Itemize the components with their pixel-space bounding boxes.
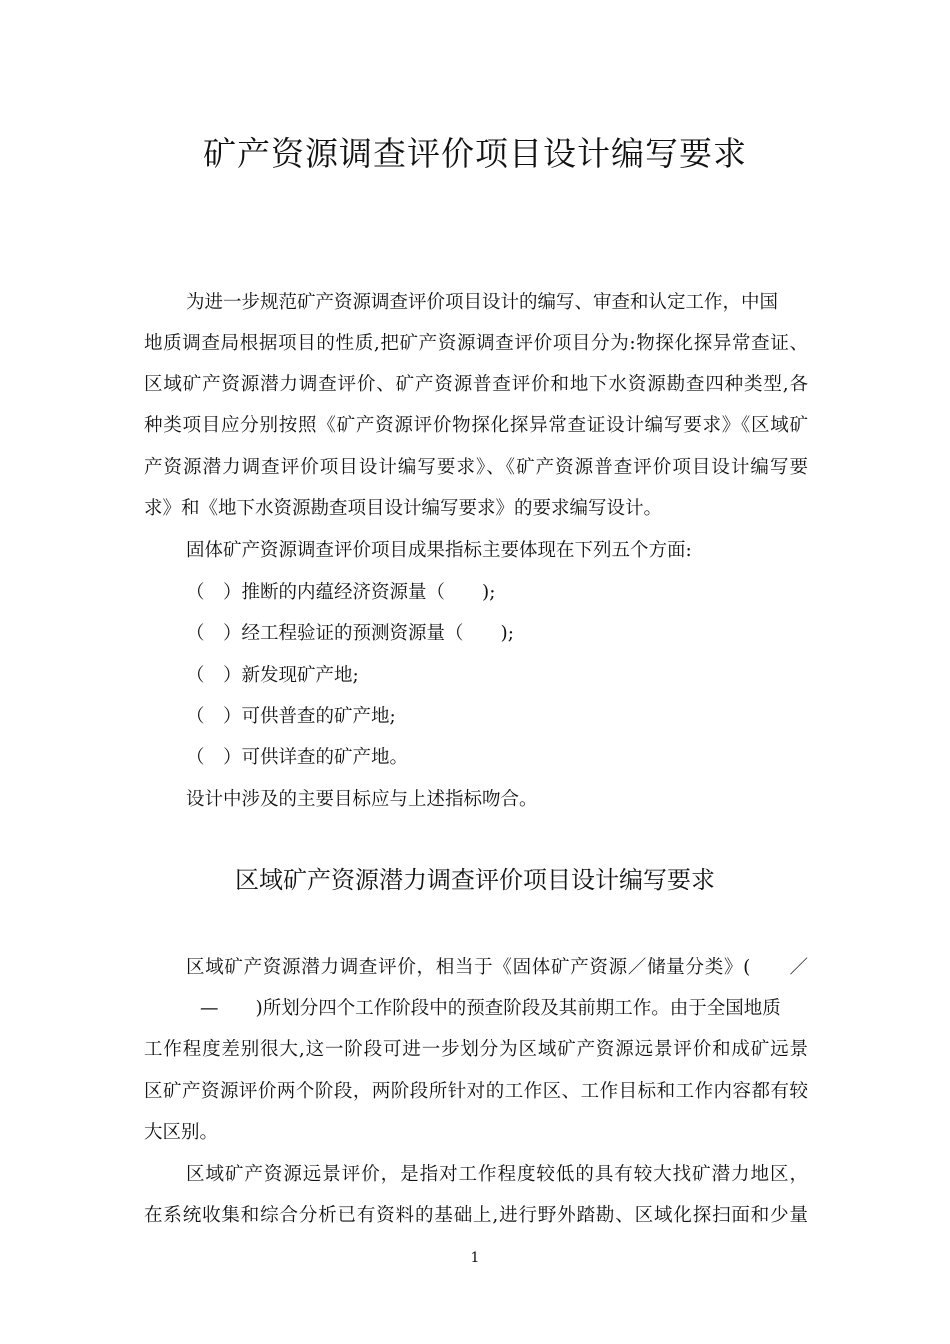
intro-closing: 设计中涉及的主要目标应与上述指标吻合。 — [186, 789, 538, 810]
intro-line: 区域矿产资源潜力调查评价、矿产资源普查评价和地下水资源勘查四种类型,各 — [144, 374, 808, 395]
intro-line: 为进一步规范矿产资源调查评价项目设计的编写、审查和认定工作，中国 — [186, 292, 779, 313]
section-title: 区域矿产资源潜力调查评价项目设计编写要求 — [235, 866, 715, 894]
indicator-item: （ ）可供详查的矿产地。 — [186, 747, 409, 768]
intro-line: 地质调查局根据项目的性质,把矿产资源调查评价项目分为:物探化探异常查证、 — [144, 333, 808, 354]
indicator-item: （ ）可供普查的矿产地; — [186, 706, 396, 727]
section-para2-line: 区域矿产资源远景评价，是指对工作程度较低的具有较大找矿潜力地区， — [186, 1164, 808, 1185]
intro-line: 产资源潜力调查评价项目设计编写要求》、《矿产资源普查评价项目设计编写要 — [144, 457, 808, 478]
intro-line: 种类项目应分别按照《矿产资源评价物探化探异常查证设计编写要求》《区域矿 — [144, 415, 808, 436]
section-para1-line: 区域矿产资源潜力调查评价，相当于《固体矿产资源／储量分类》( ／ — [186, 957, 808, 978]
section-para2-line: 在系统收集和综合分析已有资料的基础上,进行野外踏勘、区域化探扫面和少量 — [144, 1205, 808, 1226]
section-para1-line: 区矿产资源评价两个阶段，两阶段所针对的工作区、工作目标和工作内容都有较 — [144, 1081, 808, 1102]
indicators-intro: 固体矿产资源调查评价项目成果指标主要体现在下列五个方面: — [186, 540, 692, 561]
intro-line: 求》和《地下水资源勘查项目设计编写要求》的要求编写设计。 — [144, 498, 663, 519]
document-title: 矿产资源调查评价项目设计编写要求 — [203, 134, 747, 173]
section-para1-line: 大区别。 — [144, 1122, 219, 1143]
section-para1-line: — )所划分四个工作阶段中的预查阶段及其前期工作。由于全国地质 — [200, 998, 781, 1019]
indicator-item: （ ）推断的内蕴经济资源量（ ); — [186, 582, 496, 603]
indicator-item: （ ）经工程验证的预测资源量（ ); — [186, 623, 514, 644]
section-para1-line: 工作程度差别很大,这一阶段可进一步划分为区域矿产资源远景评价和成矿远景 — [144, 1039, 808, 1060]
indicator-item: （ ）新发现矿产地; — [186, 665, 359, 686]
page-number: 1 — [470, 1250, 480, 1266]
